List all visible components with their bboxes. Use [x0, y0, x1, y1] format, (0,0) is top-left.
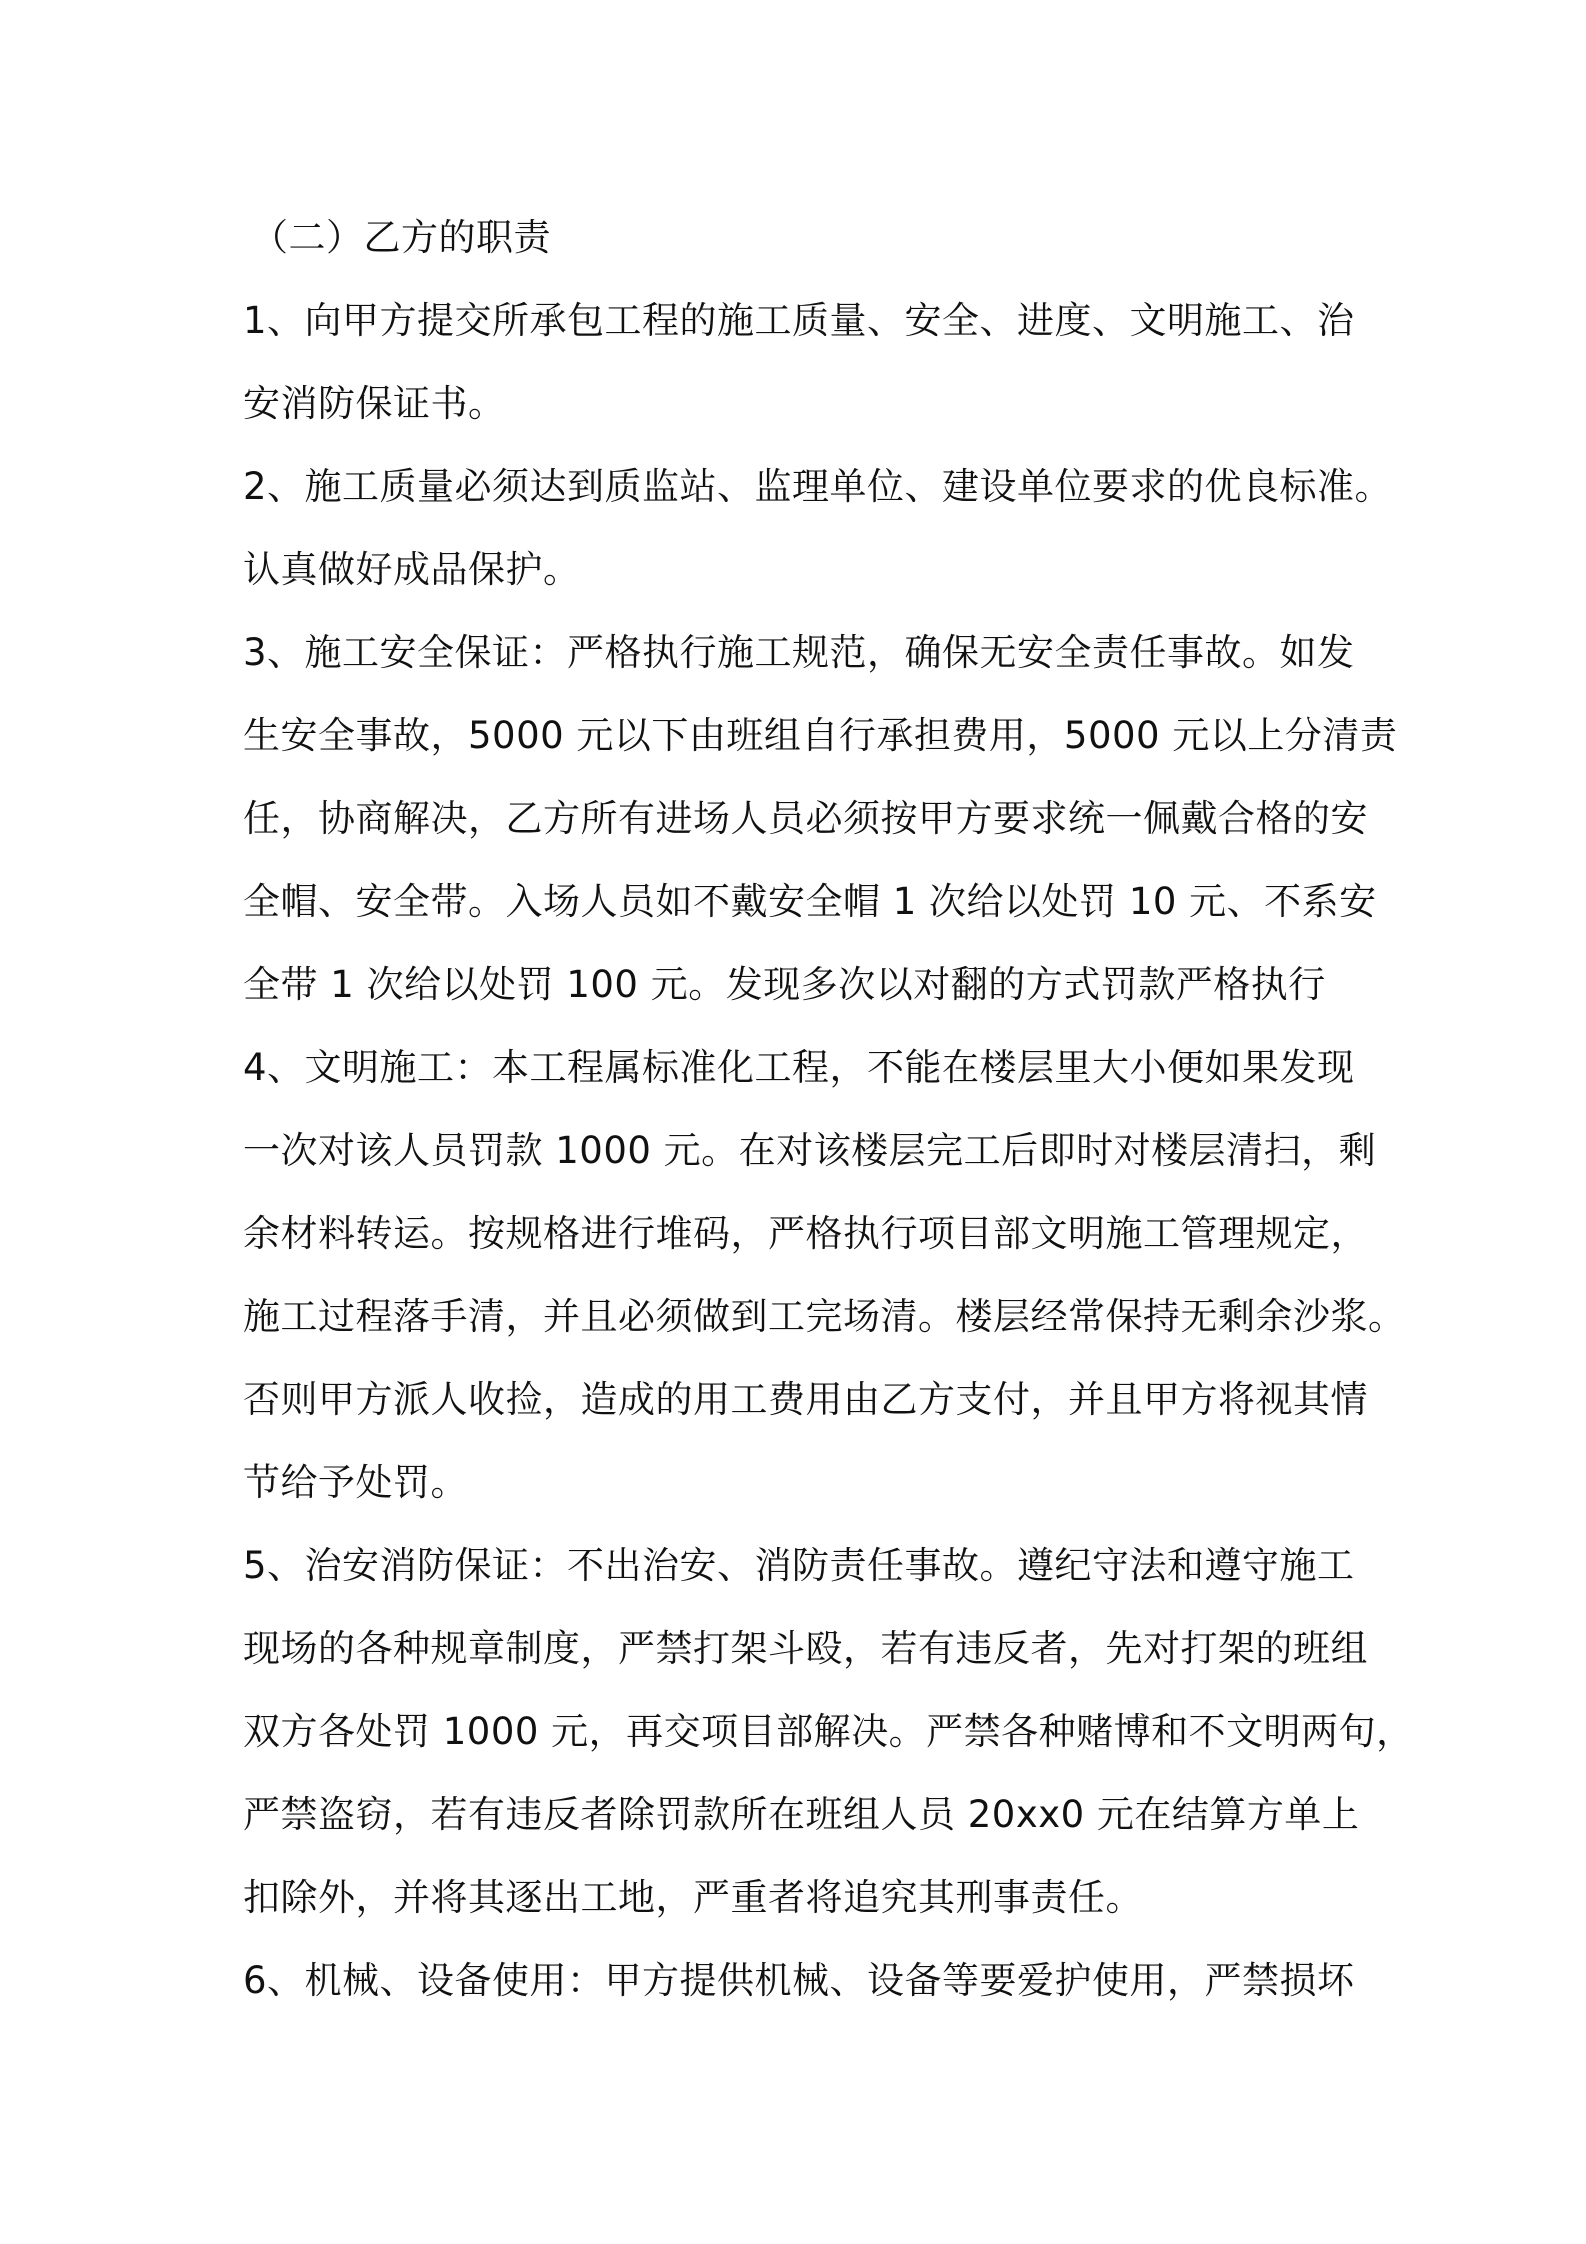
text-line: 1、向甲方提交所承包工程的施工质量、安全、进度、文明施工、治 [243, 299, 1355, 342]
text-line: 生安全事故，5000 元以下由班组自行承担费用，5000 元以上分清责 [243, 714, 1398, 757]
text-line: 全帽、安全带。入场人员如不戴安全帽 1 次给以处罚 10 元、不系安 [243, 880, 1377, 923]
text-line: 余材料转运。按规格进行堆码，严格执行项目部文明施工管理规定， [243, 1212, 1368, 1255]
text-line: 全带 1 次给以处罚 100 元。发现多次以对翻的方式罚款严格执行 [243, 963, 1326, 1006]
text-line: 2、施工质量必须达到质监站、监理单位、建设单位要求的优良标准。 [243, 465, 1393, 508]
text-line: 严禁盗窃，若有违反者除罚款所在班组人员 20xx0 元在结算方单上 [243, 1793, 1360, 1836]
document-body [243, 196, 1414, 2022]
text-line: 任，协商解决，乙方所有进场人员必须按甲方要求统一佩戴合格的安 [243, 797, 1368, 840]
text-line: 节给予处罚。 [243, 1461, 468, 1504]
text-line: 双方各处罚 1000 元，再交项目部解决。严禁各种赌博和不文明两句， [243, 1710, 1414, 1753]
text-line: 3、施工安全保证：严格执行施工规范，确保无安全责任事故。如发 [243, 631, 1355, 674]
text-line: 6、机械、设备使用：甲方提供机械、设备等要爱护使用，严禁损坏 [243, 1959, 1355, 2002]
text-line: 4、文明施工：本工程属标准化工程，不能在楼层里大小便如果发现 [243, 1046, 1355, 1089]
text-line: 否则甲方派人收捡，造成的用工费用由乙方支付，并且甲方将视其情 [243, 1378, 1368, 1421]
section-heading: （二）乙方的职责 [251, 216, 551, 259]
text-line: 施工过程落手清，并且必须做到工完场清。楼层经常保持无剩余沙浆。 [243, 1295, 1406, 1338]
text-line: 一次对该人员罚款 1000 元。在对该楼层完工后即时对楼层清扫，剩 [243, 1129, 1377, 1172]
text-line: 5、治安消防保证：不出治安、消防责任事故。遵纪守法和遵守施工 [243, 1544, 1355, 1587]
text-line: 安消防保证书。 [243, 382, 506, 425]
text-line: 现场的各种规章制度，严禁打架斗殴，若有违反者，先对打架的班组 [243, 1627, 1368, 1670]
text-line: 认真做好成品保护。 [243, 548, 581, 591]
text-line: 扣除外，并将其逐出工地，严重者将追究其刑事责任。 [243, 1876, 1143, 1919]
